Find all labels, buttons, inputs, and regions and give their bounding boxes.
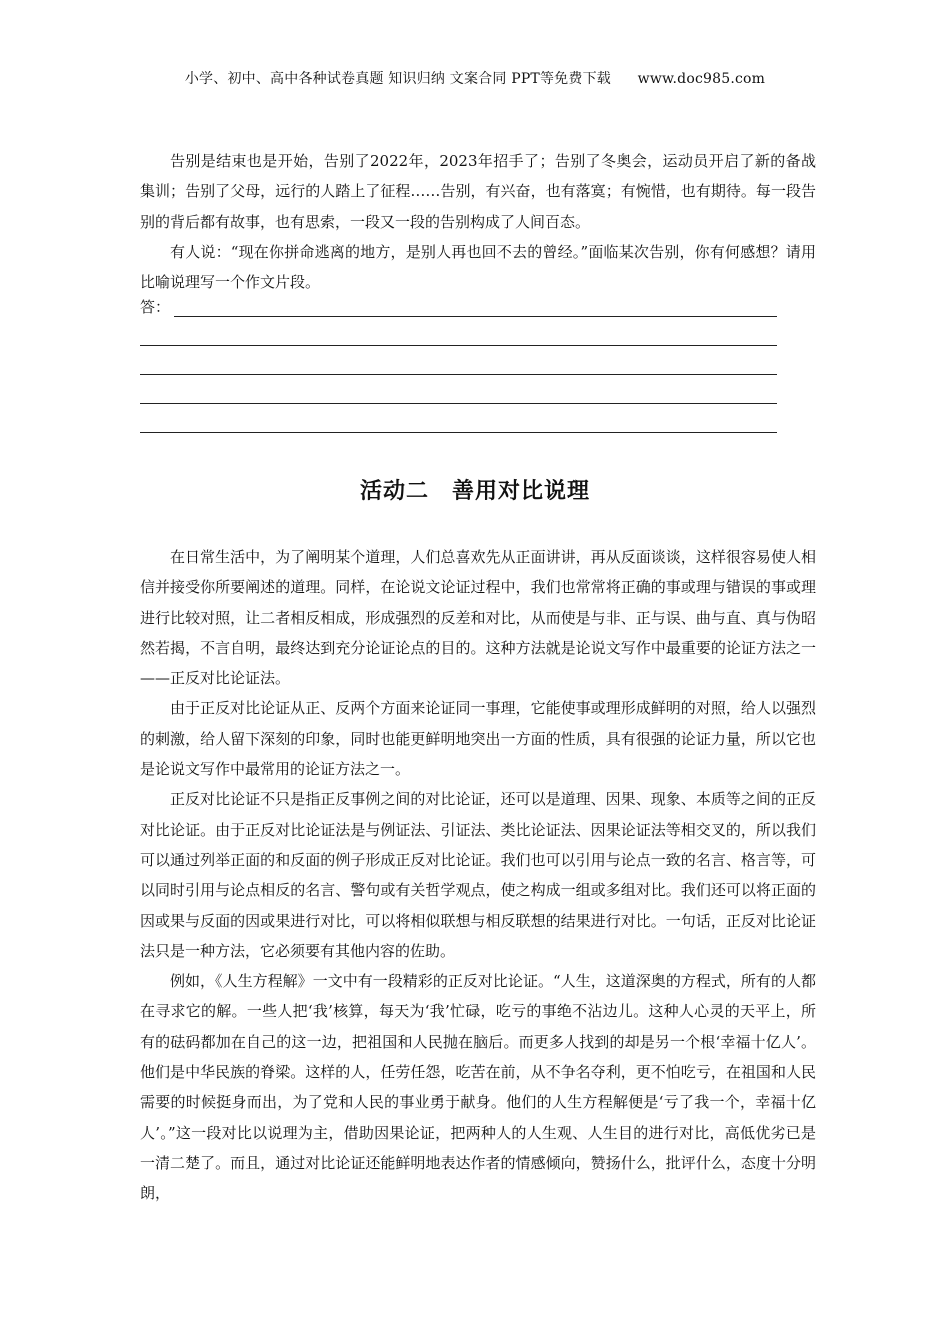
answer-line[interactable]: [140, 374, 777, 375]
body-paragraph: 正反对比论证不只是指正反事例之间的对比论证，还可以是道理、因果、现象、本质等之间的正反对比论证。由于正反对比论证法是与例证法、引证法、类比论证法、因果论证法等相交叉的，所以我们可以通过列举正面的和反面的例子形成正反对比论证。我们也可以引用与论点一致的名言、格言等，可以同时引用与论点相反的名言、警句或有关哲学观点，使之构成一组或多组对比。我们还可以将正面的因或果与反面的因或果进行对比，可以将相似联想与相反联想的结果进行对比。一句话，正反对比论证法只是一种方法，它必须要有其他内容的佐助。: [140, 790, 816, 960]
body-paragraph: 由于正反对比论证从正、反两个方面来论证同一事理，它能使事或理形成鲜明的对照，给人以强烈的刺激，给人留下深刻的印象，同时也能更鲜明地突出一方面的性质，具有很强的论证力量，所以它也是论说文写作中最常用的论证方法之一。: [140, 699, 816, 779]
answer-line[interactable]: [140, 345, 777, 346]
answer-label: 答：: [140, 298, 171, 316]
prompt-paragraph-1: 告别是结束也是开始，告别了2022年，2023年招手了；告别了冬奥会，运动员开启了新的备战集训；告别了父母，远行的人踏上了征程……告别，有兴奋，也有落寞；有惋惜，也有期待。每一段告别的背后都有故事，也有思索，一段又一段的告别构成了人间百态。: [140, 152, 816, 231]
answer-line[interactable]: [140, 432, 777, 433]
section-body: [140, 542, 816, 1209]
page-header: [0, 68, 950, 88]
prompt-paragraph-2: 有人说：“现在你拼命逃离的地方，是别人再也回不去的曾经。”面临某次告别，你有何感想？请用比喻说理写一个作文片段。: [140, 242, 816, 292]
body-paragraph: 例如，《人生方程解》一文中有一段精彩的正反对比论证。“人生，这道深奥的方程式，所有的人都在寻求它的解。一些人把‘我’核算，每天为‘我’忙碌，吃亏的事绝不沾边儿。这种人心灵的天平上，所有的砝码都加在自己的这一边，把祖国和人民抛在脑后。而更多人找到的却是另一个根‘幸福十亿人’。他们是中华民族的脊梁。这样的人，任劳任怨，吃苦在前，从不争名夺利，更不怕吃亏，在祖国和人民需要的时候挺身而出，为了党和人民的事业勇于献身。他们的人生方程解便是‘亏了我一个，幸福十亿人’。”这一段对比以说理为主，借助因果论证，把两种人的人生观、人生目的进行对比，高低优劣已是一清二楚了。而且，通过对比论证还能鲜明地表达作者的情感倾向，赞扬什么，批评什么，态度十分明朗，: [140, 972, 816, 1203]
prompt-block: [140, 146, 816, 297]
section-title: 活动二 善用对比说理: [359, 479, 590, 504]
answer-line[interactable]: [140, 403, 777, 404]
body-paragraph: 在日常生活中，为了阐明某个道理，人们总喜欢先从正面讲讲，再从反面谈谈，这样很容易使人相信并接受你所要阐述的道理。同样，在论说文论证过程中，我们也常常将正确的事或理与错误的事或理进行比较对照，让二者相反相成，形成强烈的反差和对比，从而使是与非、正与误、曲与直、真与伪昭然若揭，不言自明，最终达到充分论证论点的目的。这种方法就是论说文写作中最重要的论证方法之一——正反对比论证法。: [140, 548, 816, 688]
header-text: 小学、初中、高中各种试卷真题 知识归纳 文案合同 PPT等免费下载: [184, 71, 611, 87]
answer-line[interactable]: [174, 316, 777, 317]
header-url[interactable]: www.doc985.com: [637, 71, 766, 87]
